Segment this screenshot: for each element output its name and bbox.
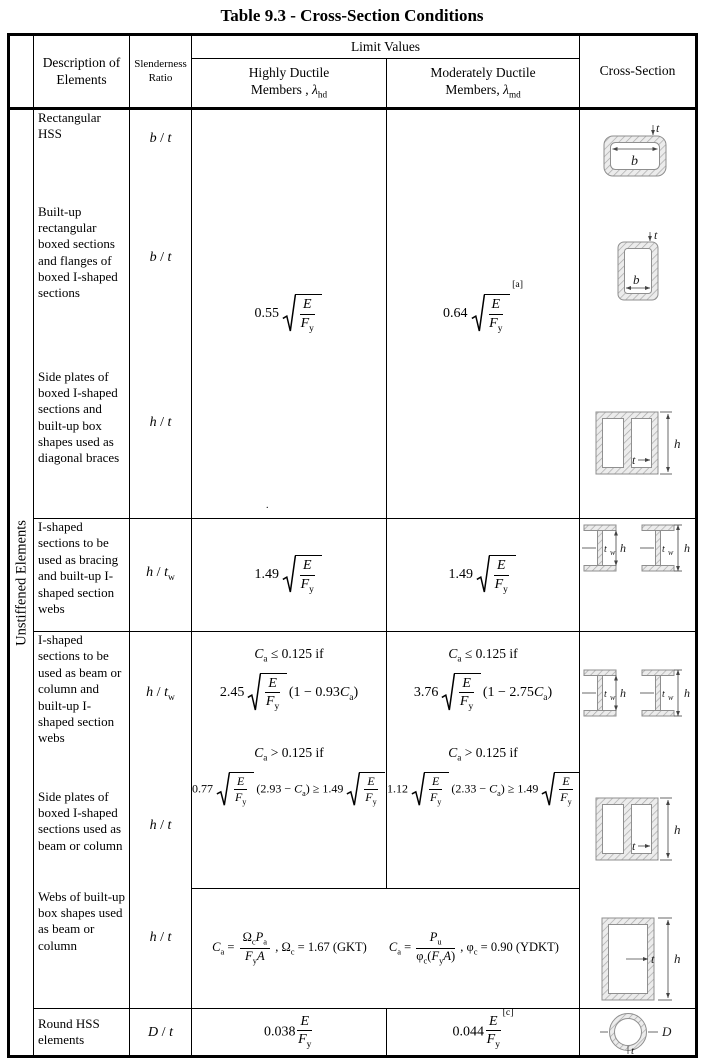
cross-section-group-a	[580, 109, 697, 519]
highly-ductile-line1: Highly Ductile	[248, 64, 330, 80]
diagram-box-web	[588, 910, 688, 1006]
limit-md-bracing	[387, 519, 580, 632]
diagram-rectangular-hss	[596, 122, 680, 178]
header-moderately-ductile	[387, 59, 580, 109]
diagram-boxed-i-beam	[588, 794, 688, 864]
diagram-i-beam-pair	[580, 519, 696, 577]
ratio-builtup-rectangular: b / t	[130, 204, 192, 369]
highly-ductile-line2: Members , $\lambda_{hd}$	[250, 81, 328, 100]
condition-ca-le: $C_a \le 0.125$ if	[448, 646, 518, 664]
svg-text:t: t	[653, 230, 657, 242]
ratio-side-plates-beam-column: h / t	[130, 789, 192, 889]
svg-text:w: w	[667, 693, 673, 702]
svg-text:h: h	[683, 686, 690, 700]
lambda-md-symbol: λ	[503, 81, 509, 97]
cross-section-round	[580, 1009, 697, 1057]
formula-hd-245: 2.45 $\frac{E}{F_y}$ $(1 - 0.93C_a)$	[192, 673, 386, 713]
header-description: Description of Elements	[34, 35, 130, 109]
diagram-boxed-i-braces	[588, 408, 688, 478]
moderately-ductile-line1: Moderately Ductile	[430, 64, 536, 80]
desc-webs-builtup-box: Webs of built-up box shapes used as beam or column	[34, 889, 130, 1009]
svg-text:h: h	[673, 436, 680, 451]
header-corner-cell	[9, 35, 34, 109]
ratio-i-shaped-beam-column: h / $t_w$	[130, 632, 192, 789]
diagram-round-hss	[588, 1009, 688, 1055]
stray-dot: .	[266, 500, 269, 511]
formula-ca-gkt: $C_a$ = $\frac{\Omega_cP_a}{F_yA}$ , $\Omega_c = 1.67$ (GKT)	[212, 930, 367, 966]
limit-md-beam-column	[387, 632, 580, 889]
header-limit-values: Limit Values	[192, 35, 580, 59]
formula-md-064: 0.64 $\frac{E}{F_y}$ [a]	[443, 279, 523, 334]
ratio-round-hss: D / t	[130, 1009, 192, 1057]
condition-ca-gt: $C_a > 0.125$ if	[448, 745, 518, 764]
svg-text:t: t	[631, 839, 635, 853]
table-title: Table 9.3 - Cross-Section Conditions	[220, 6, 484, 25]
lambda-hd-symbol: λ	[312, 81, 318, 97]
formula-hd-0038: 0.038 $\frac{E}{F_y}$	[263, 1013, 312, 1050]
svg-text:w: w	[609, 693, 615, 702]
desc-round-hss: Round HSS elements	[34, 1009, 130, 1057]
svg-text:t: t	[604, 544, 607, 555]
ratio-side-plates-braces: h / t	[130, 369, 192, 519]
ratio-rectangular-hss: b / t	[130, 109, 192, 204]
limit-hd-group-a	[192, 109, 387, 519]
header-cross-section: Cross-Section	[580, 35, 697, 109]
ratio-webs-builtup-box: h / t	[130, 889, 192, 1009]
limit-md-round	[387, 1006, 580, 1057]
svg-text:h: h	[620, 541, 626, 555]
desc-side-plates-braces: Side plates of boxed I-shaped sections and built-up box shapes used as diagonal braces	[34, 369, 130, 519]
svg-text:h: h	[684, 541, 690, 555]
diagram-builtup-box	[596, 230, 680, 304]
cross-section-group-cde	[580, 632, 697, 1009]
formula-ca-ydkt: $C_a$ = $\frac{P_u}{\varphi_c(F_yA)}$ , $\varphi_c = 0.90$ (YDKT)	[388, 930, 559, 966]
diagram-i-beam-pair	[580, 664, 696, 722]
ratio-i-shaped-bracing: h / $t_w$	[130, 519, 192, 632]
formula-md-376: 3.76 $\frac{E}{F_y}$ $(1 - 2.75C_a)$	[387, 673, 579, 713]
desc-rectangular-hss: Rectangular HSS	[34, 109, 130, 204]
limit-hd-bracing	[192, 519, 387, 632]
moderately-ductile-line2: Members, $\lambda_{md}$	[445, 81, 521, 100]
condition-ca-gt: $C_a > 0.125$ if	[254, 745, 324, 764]
formula-hd-055: 0.55 $\frac{E}{F_y}$	[192, 294, 386, 334]
limit-ca-definitions	[192, 889, 580, 1009]
svg-text:h: h	[673, 822, 680, 837]
desc-i-shaped-bracing: I-shaped sections to be used as bracing and built-up I-shaped section webs	[34, 519, 130, 632]
formula-hd-077: 0.77 $\frac{E}{F_y}$ $(2.93 - C_a) \ge 1.49$ $\frac{E}{F_y}$	[192, 772, 386, 808]
svg-text:t: t	[630, 1045, 634, 1055]
desc-side-plates-beam-column: Side plates of boxed I-shaped sections used as beam or column	[34, 789, 130, 889]
condition-ca-le: $C_a \le 0.125$ if	[254, 646, 324, 664]
limit-md-group-a	[387, 109, 580, 519]
desc-i-shaped-beam-column: I-shaped sections to be used as beam or column and built-up I-shaped section webs	[34, 632, 130, 789]
header-highly-ductile	[192, 59, 387, 109]
formula-hd-149: 1.49 $\frac{E}{F_y}$	[192, 555, 386, 595]
limit-hd-round	[192, 1009, 387, 1057]
cross-section-bracing	[580, 519, 697, 632]
svg-text:w: w	[668, 548, 674, 557]
svg-text:t: t	[650, 952, 654, 966]
svg-text:t: t	[662, 544, 665, 555]
svg-text:D: D	[661, 1024, 671, 1039]
header-slenderness-ratio: Slenderness Ratio	[130, 35, 192, 109]
limit-hd-beam-column	[192, 632, 387, 889]
svg-text:t: t	[603, 689, 607, 700]
svg-text:h: h	[673, 951, 680, 966]
svg-text:w: w	[610, 548, 616, 557]
svg-text:t: t	[661, 689, 665, 700]
svg-text:t: t	[655, 122, 659, 135]
group-label-unstiffened-elements: Unstiffened Elements	[13, 519, 29, 646]
svg-text:b: b	[632, 272, 639, 287]
svg-text:t: t	[631, 453, 635, 467]
formula-md-149: 1.49 $\frac{E}{F_y}$	[387, 555, 579, 595]
formula-md-112: 1.12 $\frac{E}{F_y}$ $(2.33 - C_a) \ge 1.49$ $\frac{E}{F_y}$	[387, 772, 579, 808]
cross-section-conditions-table	[7, 33, 698, 1058]
group-label-cell	[9, 109, 34, 1057]
svg-text:b: b	[630, 154, 638, 169]
desc-builtup-rectangular: Built-up rectangular boxed sections and flanges of boxed I-shaped sections	[34, 204, 130, 369]
formula-md-0044: 0.044 $\frac{E}{F_y}$ [c]	[452, 1006, 514, 1050]
svg-text:h: h	[619, 686, 626, 700]
